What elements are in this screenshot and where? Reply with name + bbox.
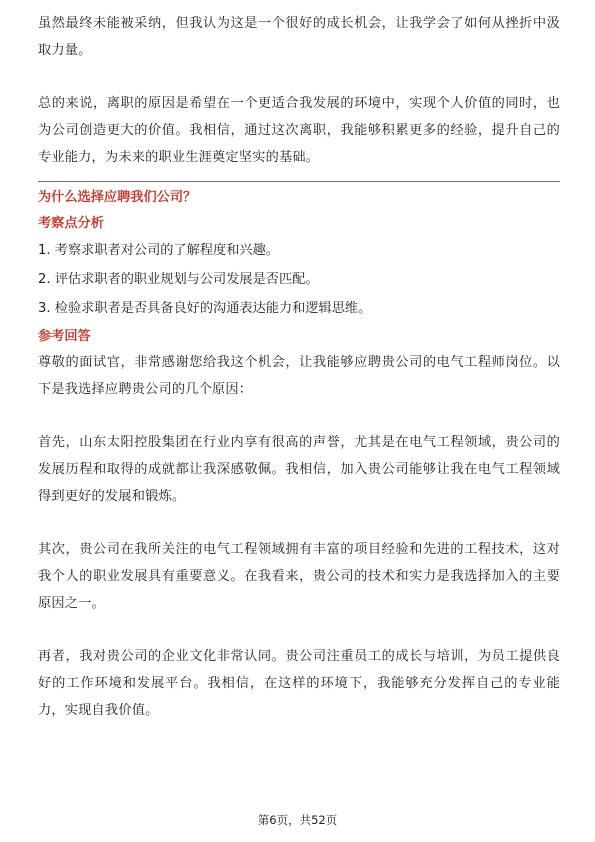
answer-paragraph: 其次，贵公司在我所关注的电气工程领域拥有丰富的项目经验和先进的工程技术，这对我个人的职业发展具有重要意义。在我看来，贵公司的技术和实力是我选择加入的主要原因之一。	[38, 542, 560, 611]
analysis-item: 3. 检验求职者是否具备良好的沟通表达能力和逻辑思维。	[38, 301, 372, 316]
analysis-heading: 考察点分析	[38, 216, 104, 231]
section-divider	[38, 181, 560, 182]
page-number: 第6页，共52页	[257, 813, 338, 827]
answer-paragraph: 尊敬的面试官，非常感谢您给我这个机会，让我能够应聘贵公司的电气工程师岗位。以下是我选择应聘贵公司的几个原因：	[38, 355, 560, 397]
answer-paragraph: 首先，山东太阳控股集团在行业内享有很高的声誉，尤其是在电气工程领域，贵公司的发展历程和取得的成就都让我深感敬佩。我相信，加入贵公司能够让我在电气工程领域得到更好的发展和锻炼。	[38, 435, 560, 504]
page-content	[38, 10, 560, 724]
question-title: 为什么选择应聘我们公司？	[38, 190, 197, 205]
analysis-item: 1. 考察求职者对公司的了解程度和兴趣。	[38, 243, 279, 258]
answer-heading: 参考回答	[38, 329, 91, 344]
intro-paragraph: 虽然最终未能被采纳，但我认为这是一个很好的成长机会，让我学会了如何从挫折中汲取力量。	[38, 16, 560, 58]
answer-paragraph: 再者，我对贵公司的企业文化非常认同。贵公司注重员工的成长与培训，为员工提供良好的工作环境和发展平台。我相信，在这样的环境下，我能够充分发挥自己的专业能力，实现自我价值。	[38, 649, 560, 718]
analysis-item: 2. 评估求职者的职业规划与公司发展是否匹配。	[38, 272, 319, 287]
intro-paragraph: 总的来说，离职的原因是希望在一个更适合我发展的环境中，实现个人价值的同时，也为公司创造更大的价值。我相信，通过这次离职，我能够积累更多的经验，提升自己的专业能力，为未来的职业生涯奠定坚实的基础。	[38, 96, 560, 165]
